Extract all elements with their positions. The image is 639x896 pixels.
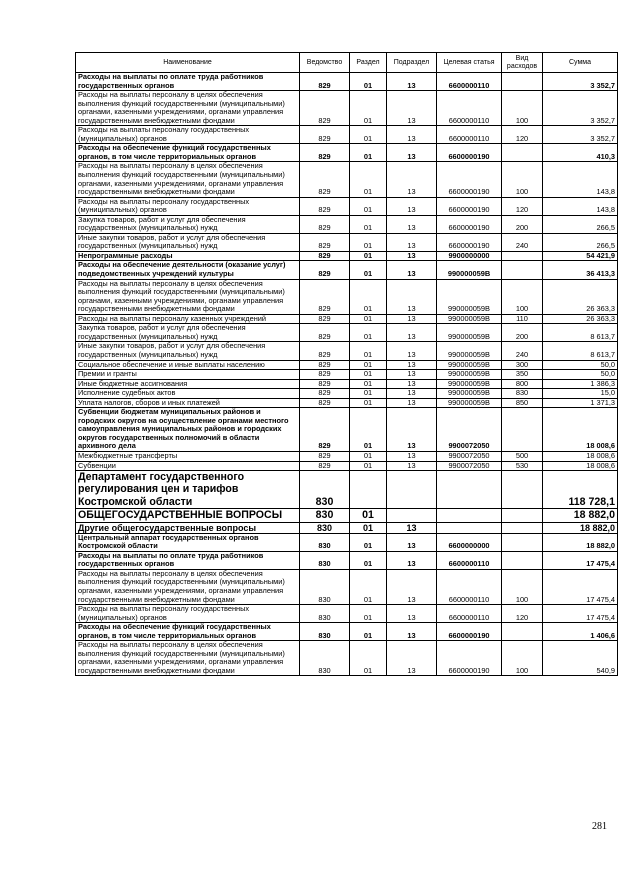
cell-ved: 829 [300,126,350,144]
cell-name: Расходы на выплаты персоналу государственных (муниципальных) органов [76,197,300,215]
cell-sum: 143,8 [543,162,618,197]
cell-sum: 50,0 [543,360,618,370]
cell-name: Иные закупки товаров, работ и услуг для обеспечения государственных (муниципальных) нужд [76,233,300,251]
cell-razd: 01 [350,91,387,126]
table-row [76,533,618,551]
cell-ved: 829 [300,408,350,452]
cell-name: Расходы на выплаты по оплате труда работников государственных органов [76,73,300,91]
cell-name: Другие общегосударственные вопросы [76,522,300,533]
table-row [76,197,618,215]
table-row [76,522,618,533]
cell-razd: 01 [350,461,387,471]
cell-sum: 26 363,3 [543,314,618,324]
table-row [76,641,618,676]
cell-podr: 13 [387,605,437,623]
cell-ved: 829 [300,398,350,408]
cell-sum: 8 613,7 [543,342,618,360]
cell-sum: 3 352,7 [543,73,618,91]
table-row [76,314,618,324]
cell-ved: 829 [300,461,350,471]
cell-ved: 829 [300,162,350,197]
cell-vid: 120 [502,605,543,623]
table-row [76,461,618,471]
cell-ved: 829 [300,389,350,399]
cell-name: Расходы на выплаты персоналу в целях обеспечения выполнения функций государственными (муниципальными) органами, казенными учреждениями, органами управления государственными внебюджетными фондами [76,91,300,126]
cell-name: Межбюджетные трансферты [76,451,300,461]
table-row [76,623,618,641]
cell-vid: 100 [502,91,543,126]
cell-razd: 01 [350,533,387,551]
cell-podr: 13 [387,215,437,233]
cell-sum: 18 882,0 [543,509,618,522]
header-cel: Целевая статья [437,53,502,73]
cell-vid: 830 [502,389,543,399]
cell-name: Расходы на обеспечение функций государственных органов, в том числе территориальных органов [76,623,300,641]
cell-cel: 6600000190 [437,623,502,641]
cell-sum: 17 475,4 [543,551,618,569]
cell-razd: 01 [350,370,387,380]
cell-vid: 110 [502,314,543,324]
cell-podr: 13 [387,162,437,197]
cell-vid: 530 [502,461,543,471]
cell-cel [437,522,502,533]
cell-podr: 13 [387,451,437,461]
cell-vid: 350 [502,370,543,380]
page-number: 281 [592,821,607,832]
cell-sum: 410,3 [543,144,618,162]
cell-podr: 13 [387,324,437,342]
cell-sum: 15,0 [543,389,618,399]
cell-vid [502,551,543,569]
cell-name: Расходы на выплаты персоналу в целях обеспечения выполнения функций государственными (муниципальными) органами, казенными учреждениями, органами управления государственными внебюджетными фондами [76,162,300,197]
cell-vid: 200 [502,324,543,342]
cell-name: Субвенции бюджетам муниципальных районов и городских округов на осуществление органами местного самоуправления муниципальных районов и городских округов государственных полномочий в области архивного дела [76,408,300,452]
budget-table [75,52,618,676]
cell-razd: 01 [350,314,387,324]
cell-sum: 36 413,3 [543,261,618,279]
cell-podr: 13 [387,261,437,279]
cell-razd: 01 [350,551,387,569]
cell-podr: 13 [387,398,437,408]
cell-vid: 240 [502,342,543,360]
cell-podr: 13 [387,379,437,389]
table-row [76,91,618,126]
header-name: Наименование [76,53,300,73]
table-row [76,324,618,342]
cell-podr: 13 [387,197,437,215]
cell-vid: 100 [502,279,543,314]
header-razd: Раздел [350,53,387,73]
cell-cel: 6600000110 [437,73,502,91]
header-row [76,53,618,73]
cell-razd: 01 [350,144,387,162]
table-row [76,389,618,399]
cell-ved: 830 [300,569,350,604]
cell-cel: 9900072050 [437,408,502,452]
cell-vid [502,522,543,533]
cell-ved: 829 [300,379,350,389]
cell-cel: 6600000190 [437,197,502,215]
cell-cel: 6600000000 [437,533,502,551]
cell-razd: 01 [350,509,387,522]
cell-sum: 18 882,0 [543,533,618,551]
cell-podr: 13 [387,144,437,162]
cell-cel: 6600000110 [437,126,502,144]
cell-podr: 13 [387,279,437,314]
cell-cel: 6600000110 [437,569,502,604]
cell-sum: 540,9 [543,641,618,676]
table-row [76,73,618,91]
cell-razd: 01 [350,73,387,91]
table-row [76,605,618,623]
cell-cel: 9900072050 [437,451,502,461]
cell-cel: 990000059В [437,324,502,342]
cell-cel: 6600000110 [437,91,502,126]
cell-podr: 13 [387,342,437,360]
cell-name: Расходы на обеспечение деятельности (оказание услуг) подведомственных учреждений культуры [76,261,300,279]
table-row [76,162,618,197]
cell-podr: 13 [387,522,437,533]
cell-name: Расходы на выплаты по оплате труда работников государственных органов [76,551,300,569]
cell-sum: 18 008,6 [543,451,618,461]
cell-sum: 3 352,7 [543,126,618,144]
cell-vid [502,623,543,641]
cell-razd: 01 [350,251,387,261]
cell-name: Расходы на выплаты персоналу государственных (муниципальных) органов [76,126,300,144]
cell-sum: 18 882,0 [543,522,618,533]
cell-podr [387,471,437,509]
header-vid: Вид расходов [502,53,543,73]
cell-vid: 100 [502,641,543,676]
cell-razd: 01 [350,522,387,533]
cell-ved: 829 [300,261,350,279]
cell-vid: 100 [502,162,543,197]
cell-ved: 829 [300,215,350,233]
cell-podr: 13 [387,91,437,126]
cell-sum: 3 352,7 [543,91,618,126]
cell-ved: 830 [300,509,350,522]
cell-ved: 829 [300,144,350,162]
cell-razd: 01 [350,197,387,215]
header-ved: Ведомство [300,53,350,73]
cell-ved: 830 [300,623,350,641]
cell-ved: 829 [300,324,350,342]
cell-ved: 830 [300,471,350,509]
cell-ved: 830 [300,641,350,676]
cell-ved: 829 [300,342,350,360]
cell-cel: 6600000110 [437,551,502,569]
cell-podr: 13 [387,408,437,452]
cell-razd [350,471,387,509]
cell-razd: 01 [350,162,387,197]
cell-razd: 01 [350,342,387,360]
cell-cel: 9900000000 [437,251,502,261]
table-row [76,233,618,251]
cell-razd: 01 [350,215,387,233]
cell-razd: 01 [350,623,387,641]
cell-vid [502,408,543,452]
cell-sum: 143,8 [543,197,618,215]
cell-sum: 50,0 [543,370,618,380]
cell-razd: 01 [350,569,387,604]
cell-vid [502,251,543,261]
cell-cel [437,509,502,522]
cell-podr: 13 [387,641,437,676]
cell-sum: 1 406,6 [543,623,618,641]
cell-podr: 13 [387,533,437,551]
table-row [76,261,618,279]
table-row [76,451,618,461]
cell-cel: 6600000190 [437,162,502,197]
cell-vid: 850 [502,398,543,408]
table-row [76,569,618,604]
cell-ved: 829 [300,233,350,251]
cell-cel: 990000059В [437,370,502,380]
cell-sum: 17 475,4 [543,605,618,623]
cell-cel: 6600000190 [437,641,502,676]
table-row [76,379,618,389]
cell-cel: 6600000190 [437,233,502,251]
cell-podr [387,509,437,522]
table-row [76,215,618,233]
cell-vid: 120 [502,197,543,215]
cell-ved: 829 [300,91,350,126]
cell-cel: 990000059В [437,398,502,408]
cell-vid [502,73,543,91]
cell-cel: 990000059В [437,389,502,399]
cell-podr: 13 [387,233,437,251]
cell-sum: 266,5 [543,233,618,251]
cell-cel: 6600000190 [437,144,502,162]
cell-ved: 830 [300,605,350,623]
cell-ved: 829 [300,251,350,261]
cell-ved: 829 [300,370,350,380]
header-sum: Сумма [543,53,618,73]
cell-podr: 13 [387,461,437,471]
cell-name: Расходы на выплаты персоналу в целях обеспечения выполнения функций государственными (муниципальными) органами, казенными учреждениями, органами управления государственными внебюджетными фондами [76,569,300,604]
table-row [76,551,618,569]
cell-cel: 9900072050 [437,461,502,471]
cell-sum: 8 613,7 [543,324,618,342]
table-row [76,471,618,509]
cell-razd: 01 [350,408,387,452]
table-row [76,398,618,408]
cell-vid: 200 [502,215,543,233]
cell-razd: 01 [350,605,387,623]
cell-razd: 01 [350,324,387,342]
cell-cel: 990000059В [437,261,502,279]
cell-razd: 01 [350,279,387,314]
cell-podr: 13 [387,623,437,641]
cell-razd: 01 [350,389,387,399]
cell-name: Расходы на выплаты персоналу казенных учреждений [76,314,300,324]
cell-podr: 13 [387,551,437,569]
cell-podr: 13 [387,360,437,370]
cell-podr: 13 [387,73,437,91]
cell-vid: 500 [502,451,543,461]
cell-name: Социальное обеспечение и иные выплаты населению [76,360,300,370]
cell-vid: 240 [502,233,543,251]
cell-vid: 300 [502,360,543,370]
cell-razd: 01 [350,233,387,251]
cell-name: Департамент государственного регулирования цен и тарифов Костромской области [76,471,300,509]
cell-cel: 6600000190 [437,215,502,233]
cell-podr: 13 [387,389,437,399]
cell-ved: 829 [300,360,350,370]
cell-cel: 990000059В [437,314,502,324]
table-row [76,360,618,370]
cell-vid [502,509,543,522]
cell-name: Центральный аппарат государственных органов Костромской области [76,533,300,551]
cell-cel: 990000059В [437,360,502,370]
cell-sum: 118 728,1 [543,471,618,509]
cell-vid: 100 [502,569,543,604]
cell-vid [502,471,543,509]
cell-name: Расходы на выплаты персоналу государственных (муниципальных) органов [76,605,300,623]
cell-sum: 1 371,3 [543,398,618,408]
cell-name: Иные закупки товаров, работ и услуг для обеспечения государственных (муниципальных) нужд [76,342,300,360]
cell-vid [502,261,543,279]
cell-name: Исполнение судебных актов [76,389,300,399]
cell-ved: 830 [300,551,350,569]
cell-podr: 13 [387,370,437,380]
cell-sum: 26 363,3 [543,279,618,314]
cell-cel: 6600000110 [437,605,502,623]
cell-cel [437,471,502,509]
table-row [76,126,618,144]
table-row [76,509,618,522]
cell-name: Непрограммные расходы [76,251,300,261]
table-row [76,279,618,314]
table-row [76,370,618,380]
cell-sum: 54 421,9 [543,251,618,261]
cell-name: Закупка товаров, работ и услуг для обеспечения государственных (муниципальных) нужд [76,324,300,342]
cell-podr: 13 [387,314,437,324]
cell-ved: 829 [300,314,350,324]
cell-name: ОБЩЕГОСУДАРСТВЕННЫЕ ВОПРОСЫ [76,509,300,522]
cell-ved: 829 [300,279,350,314]
cell-podr: 13 [387,569,437,604]
cell-sum: 18 008,6 [543,461,618,471]
cell-razd: 01 [350,379,387,389]
cell-ved: 829 [300,451,350,461]
cell-sum: 1 386,3 [543,379,618,389]
cell-name: Иные бюджетные ассигнования [76,379,300,389]
table-row [76,342,618,360]
cell-sum: 18 008,6 [543,408,618,452]
cell-ved: 830 [300,533,350,551]
cell-ved: 830 [300,522,350,533]
cell-vid [502,533,543,551]
cell-name: Уплата налогов, сборов и иных платежей [76,398,300,408]
cell-razd: 01 [350,641,387,676]
cell-cel: 990000059В [437,279,502,314]
cell-name: Расходы на выплаты персоналу в целях обеспечения выполнения функций государственными (муниципальными) органами, казенными учреждениями, органами управления государственными внебюджетными фондами [76,279,300,314]
cell-cel: 990000059В [437,379,502,389]
cell-razd: 01 [350,451,387,461]
cell-vid: 120 [502,126,543,144]
cell-ved: 829 [300,73,350,91]
cell-name: Расходы на обеспечение функций государственных органов, в том числе территориальных органов [76,144,300,162]
cell-name: Премии и гранты [76,370,300,380]
cell-name: Расходы на выплаты персоналу в целях обеспечения выполнения функций государственными (муниципальными) органами, казенными учреждениями, органами управления государственными внебюджетными фондами [76,641,300,676]
cell-razd: 01 [350,261,387,279]
cell-podr: 13 [387,251,437,261]
cell-podr: 13 [387,126,437,144]
cell-razd: 01 [350,360,387,370]
table-row [76,408,618,452]
cell-name: Субвенции [76,461,300,471]
cell-vid: 800 [502,379,543,389]
cell-name: Закупка товаров, работ и услуг для обеспечения государственных (муниципальных) нужд [76,215,300,233]
cell-cel: 990000059В [437,342,502,360]
cell-razd: 01 [350,126,387,144]
cell-vid [502,144,543,162]
cell-sum: 17 475,4 [543,569,618,604]
cell-ved: 829 [300,197,350,215]
cell-razd: 01 [350,398,387,408]
header-podr: Подраздел [387,53,437,73]
table-row [76,144,618,162]
cell-sum: 266,5 [543,215,618,233]
table-row [76,251,618,261]
